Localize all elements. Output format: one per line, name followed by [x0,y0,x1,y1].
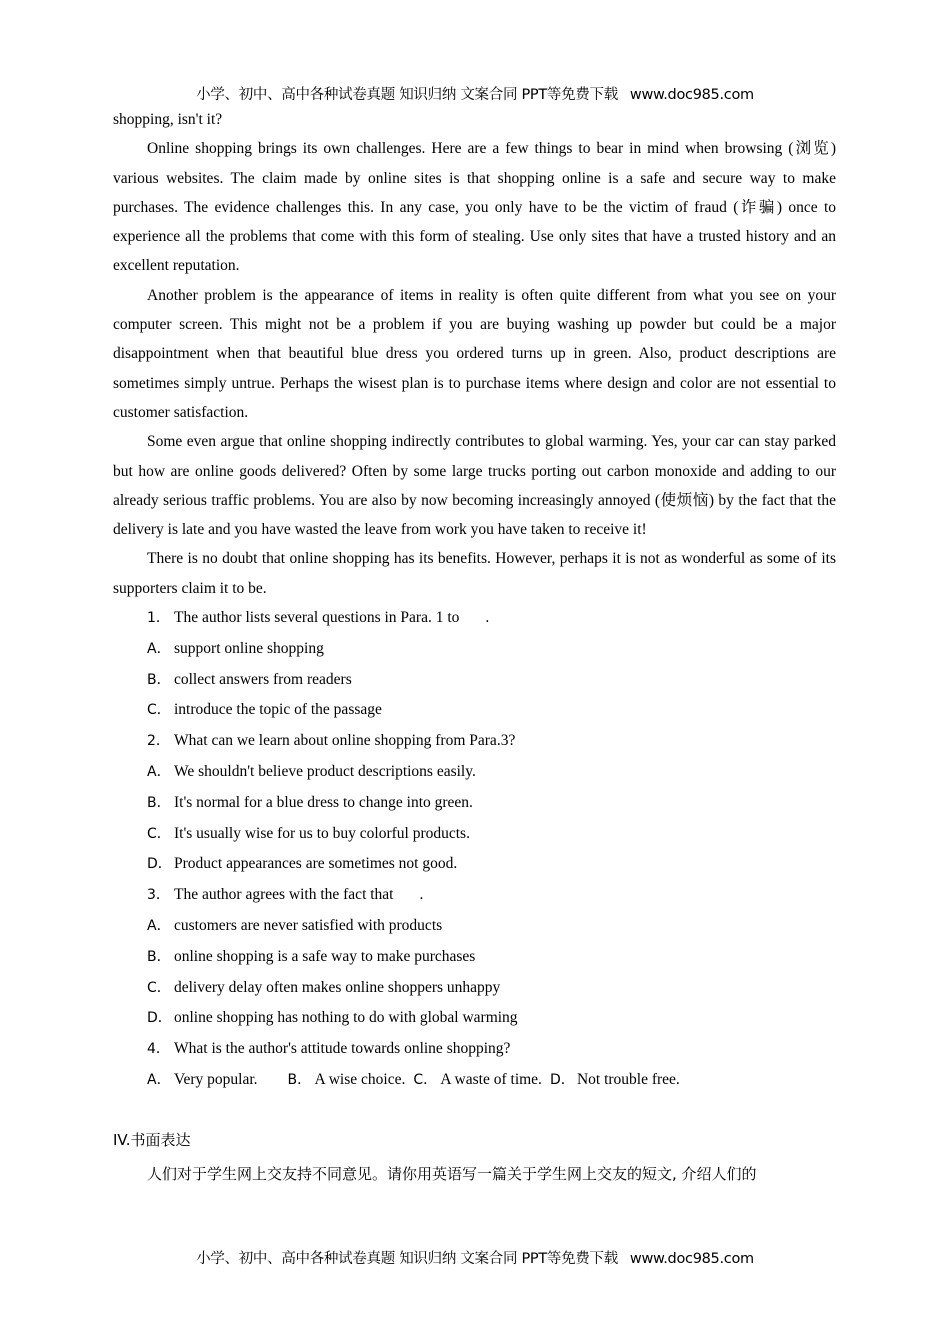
option-text: online shopping is a safe way to make purchases [174,947,476,965]
option [113,665,836,696]
option [113,1003,836,1034]
question-stem [113,880,836,911]
option-label: C． [147,979,171,996]
question-end: . [485,609,490,627]
option-text: A wise choice. [314,1071,406,1088]
option-text: support online shopping [174,639,324,657]
option-label: B． [287,1072,312,1088]
question-1 [113,603,836,726]
option-label: A． [147,640,171,657]
footer-text: 小学、初中、高中各种试卷真题 知识归纳 文案合同 PPT等免费下载 [196,1251,618,1267]
passage-paragraph: Online shopping brings its own challenges. Here are a few things to bear in mind when browsing (浏览) various websites. The claim made by online sites is that shopping online is a safe and secure way to make purchases. The evidence challenges this. In any case, you only have to be the victim of fraud (诈骗) once to experience all the problems that come with this form of stealing. Use only sites that have a trusted history and an excellent reputation. [113,140,836,275]
option-label: A． [147,918,171,935]
writing-task: 人们对于学生网上交友持不同意见。请你用英语写一篇关于学生网上交友的短文, 介绍人们的 [147,1164,757,1183]
question-number: 4． [147,1041,170,1058]
option-label: C． [147,702,171,719]
option [113,634,836,665]
passage-paragraph: Another problem is the appearance of items in reality is often quite different from what you see on your computer screen. This might not be a problem if you are buying washing up powder but could be a major disappointment when that beautiful blue dress you ordered turns up in green. Also, product descriptions are sometimes simply untrue. Perhaps the wisest plan is to purchase items where design and color are not essential to customer satisfaction. [113,286,836,421]
question-text: What is the author's attitude towards online shopping? [174,1040,511,1058]
option-label: B． [147,671,171,688]
header-url[interactable]: www.doc985.com [629,87,754,103]
options-inline [113,1065,836,1096]
option [113,911,836,942]
option-text: introduce the topic of the passage [174,701,382,719]
document-body [113,105,836,1193]
passage-continuation: shopping, isn't it? [113,111,223,128]
question-end: . [419,886,424,904]
header-text: 小学、初中、高中各种试卷真题 知识归纳 文案合同 PPT等免费下载 [196,87,618,103]
question-2 [113,726,836,880]
option-text: We shouldn't believe product descriptions easily. [174,763,476,781]
question-stem [113,726,836,757]
option-text: A waste of time. [440,1071,542,1088]
option-text: delivery delay often makes online shoppers unhappy [174,978,501,996]
option-label: C． [147,825,171,842]
option-label: D． [549,1072,575,1088]
option-label: B． [147,948,171,965]
section-title: IV.书面表达 [113,1130,191,1149]
question-number: 3． [147,887,170,904]
passage-paragraph: There is no doubt that online shopping has its benefits. However, perhaps it is not as wonderful as some of its supporters claim it to be. [113,550,836,597]
option [113,819,836,850]
option [113,788,836,819]
footer-url[interactable]: www.doc985.com [629,1251,754,1267]
question-4 [113,1034,836,1096]
question-number: 2． [147,733,170,750]
question-stem [113,1034,836,1065]
option-label: D． [147,1010,172,1027]
option-text: Not trouble free. [576,1071,680,1088]
option-label: A． [147,764,171,781]
option-text: online shopping has nothing to do with global warming [174,1009,518,1027]
question-3 [113,880,836,1034]
option-text: It's normal for a blue dress to change into green. [174,793,473,811]
page-header [0,83,950,104]
option [113,849,836,880]
passage-paragraph: Some even argue that online shopping indirectly contributes to global warming. Yes, your car can stay parked but how are online goods delivered? Often by some large trucks porting out carbon monoxide and adding to our already serious traffic problems. You are also by now becoming increasingly annoyed (使烦恼) by the fact that the delivery is late and you have wasted the leave from work you have taken to receive it! [113,433,836,539]
option-text: Product appearances are sometimes not good. [174,855,458,873]
option-label: B． [147,794,171,811]
question-text: What can we learn about online shopping from Para.3? [174,732,516,750]
question-number: 1． [147,610,170,627]
option-label: A． [147,1072,171,1088]
question-text: The author lists several questions in Para. 1 to [174,609,460,627]
option [113,942,836,973]
page-footer [0,1247,950,1268]
option-text: collect answers from readers [174,670,352,688]
question-stem [113,603,836,634]
option [113,973,836,1004]
question-text: The author agrees with the fact that [174,886,394,904]
option-text: customers are never satisfied with products [174,917,443,935]
option-text: It's usually wise for us to buy colorful products. [174,824,470,842]
option-label: C． [413,1072,438,1088]
option [113,695,836,726]
option-text: Very popular. [174,1071,258,1088]
option [113,757,836,788]
option-label: D． [147,856,172,873]
